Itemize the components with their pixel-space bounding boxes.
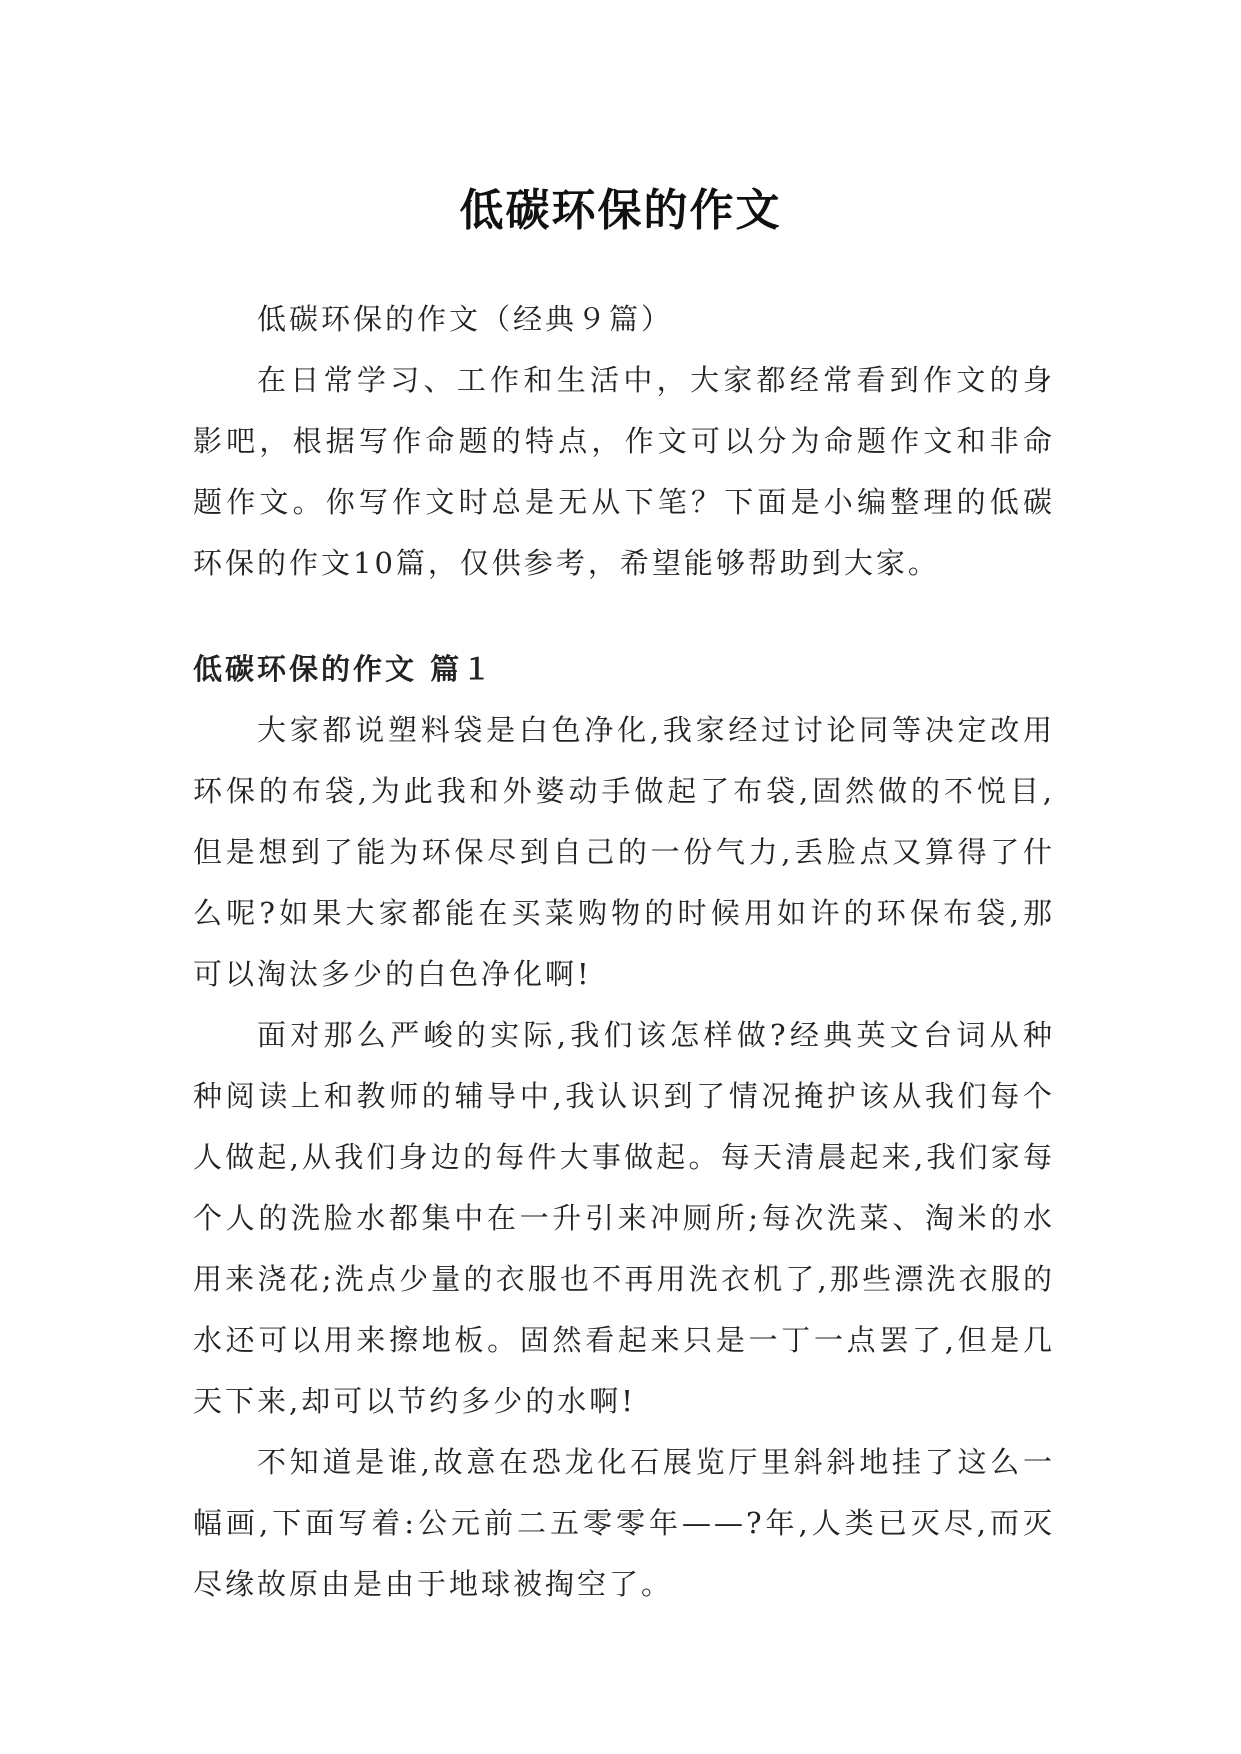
section-paragraph: 不知道是谁,故意在恐龙化石展览厅里斜斜地挂了这么一幅画,下面写着:公元前二五零零年——?年,人类已灭尽,而灭尽缘故原由是由于地球被掏空了。 [193,1445,1055,1601]
document-subtitle: 低碳环保的作文（经典９篇） [257,302,674,336]
section-heading: 低碳环保的作文 篇１ [193,652,495,686]
document-title: 低碳环保的作文 [459,185,782,237]
section-paragraph: 大家都说塑料袋是白色净化,我家经过讨论同等决定改用环保的布袋,为此我和外婆动手做起了布袋,固然做的不悦目,但是想到了能为环保尽到自己的一份气力,丢脸点又算得了什么呢?如果大家都能在买菜购物的时候用如许的环保布袋,那可以淘汰多少的白色净化啊! [193,713,1055,991]
document-body [193,289,1055,1615]
intro-paragraph: 在日常学习、工作和生活中，大家都经常看到作文的身影吧，根据写作命题的特点，作文可以分为命题作文和非命题作文。你写作文时总是无从下笔？下面是小编整理的低碳环保的作文10篇，仅供参考，希望能够帮助到大家。 [193,363,1055,580]
section-paragraph: 面对那么严峻的实际,我们该怎样做?经典英文台词从种种阅读上和教师的辅导中,我认识到了情况掩护该从我们每个人做起,从我们身边的每件大事做起。每天清晨起来,我们家每个人的洗脸水都集中在一升引来冲厕所;每次洗菜、淘米的水用来浇花;洗点少量的衣服也不再用洗衣机了,那些漂洗衣服的水还可以用来擦地板。固然看起来只是一丁一点罢了,但是几天下来,却可以节约多少的水啊! [193,1018,1055,1418]
